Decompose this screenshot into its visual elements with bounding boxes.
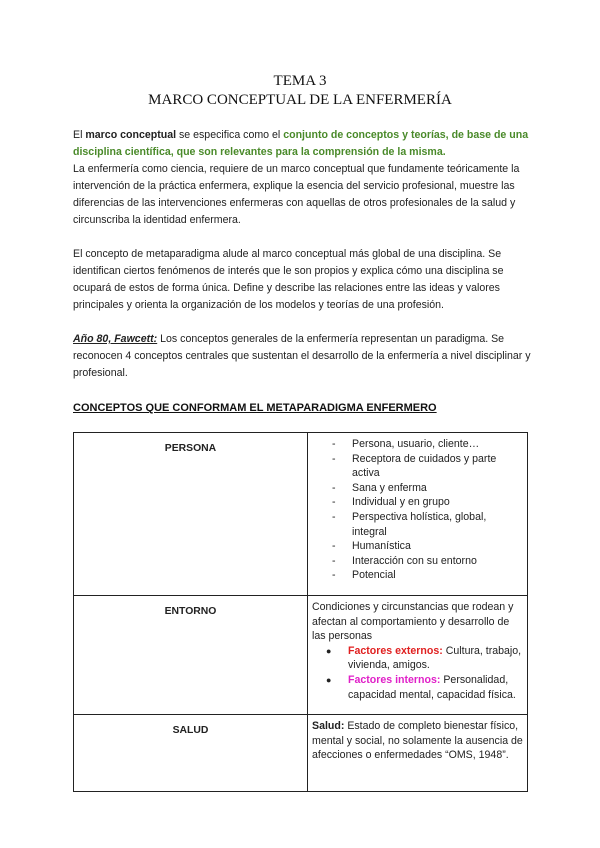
concept-detail-salud <box>308 715 528 792</box>
list-item <box>348 673 523 702</box>
page-title: MARCO CONCEPTUAL DE LA ENFERMERÍA <box>148 92 452 108</box>
p3-body: Los conceptos generales de la enfermería representan un paradigma. Se reconocen 4 conceptos centrales que sustentan el desarrollo de la enfermería a nivel disciplinar y profesional. <box>73 333 531 379</box>
internal-factors-label: Factores internos: <box>348 673 441 686</box>
table-row-persona <box>74 433 528 596</box>
intro-paragraph-1 <box>73 127 543 229</box>
concept-detail-entorno <box>308 596 528 715</box>
table-row-entorno <box>74 596 528 715</box>
list-item: - Perspectiva holística, global, integral <box>352 510 523 539</box>
list-item: - Interacción con su entorno <box>352 554 523 569</box>
external-factors-label: Factores externos: <box>348 644 443 657</box>
salud-term: Salud: <box>312 720 345 732</box>
concept-label-entorno: ENTORNO <box>74 596 308 715</box>
intro-paragraph-2: El concepto de metaparadigma alude al marco conceptual más global de una disciplina. Se identifican ciertos fenómenos de interés que le son propios y explica cómo una disciplina se ocupará de estos de forma única. Define y describe las relaciones entre las ideas y valores principales y orienta la organización de los modelos y teorías de una profesión. <box>73 248 504 311</box>
p1-prefix: El <box>73 129 86 141</box>
section-heading: CONCEPTOS QUE CONFORMAM EL METAPARADIGMA ENFERMERO <box>73 402 437 414</box>
concept-label-persona: PERSONA <box>74 433 308 596</box>
entorno-description: Condiciones y circunstancias que rodean y afectan al comportamiento y desarrollo de las personas <box>312 601 514 643</box>
p1-mid: se especifica como el <box>176 129 284 141</box>
list-item: - Sana y enferma <box>352 481 523 496</box>
intro-paragraph-3 <box>73 331 543 382</box>
p1-body: La enfermería como ciencia, requiere de un marco conceptual que fundamente teóricamente la intervención de la práctica enfermera, explique la esencia del servicio profesional, muestre las diferencias de las intervenciones enfermeras con aquellas de otros profesionales de la salud y circunscriba la identidad enfermera. <box>73 163 520 226</box>
entorno-factors-list <box>312 644 523 702</box>
fawcett-label: Año 80, Fawcett: <box>73 333 158 345</box>
p1-term: marco conceptual <box>85 129 177 141</box>
concept-detail-persona <box>308 433 528 596</box>
table-row-salud <box>74 715 528 792</box>
p1-definition: conjunto de conceptos y teorías, de base de una disciplina científica, que son relevantes para la comprensión de la misma. <box>73 129 529 158</box>
list-item: - Persona, usuario, cliente… <box>352 437 523 452</box>
list-item <box>348 644 523 673</box>
internal-factors-text: Personalidad, capacidad mental, capacidad física. <box>348 673 516 701</box>
list-item: - Potencial <box>352 568 523 583</box>
list-item: - Receptora de cuidados y parte activa <box>352 452 523 481</box>
list-item: - Humanística <box>352 539 523 554</box>
persona-list <box>312 437 523 583</box>
concept-label-salud: SALUD <box>74 715 308 792</box>
metaparadigm-table <box>73 432 528 792</box>
list-item: - Individual y en grupo <box>352 495 523 510</box>
external-factors-text: Cultura, trabajo, vivienda, amigos. <box>348 644 522 672</box>
salud-definition: Estado de completo bienestar físico, mental y social, no solamente la ausencia de afecciones o enfermedades “OMS, 1948”. <box>312 720 523 762</box>
topic-number: TEMA 3 <box>273 73 327 89</box>
